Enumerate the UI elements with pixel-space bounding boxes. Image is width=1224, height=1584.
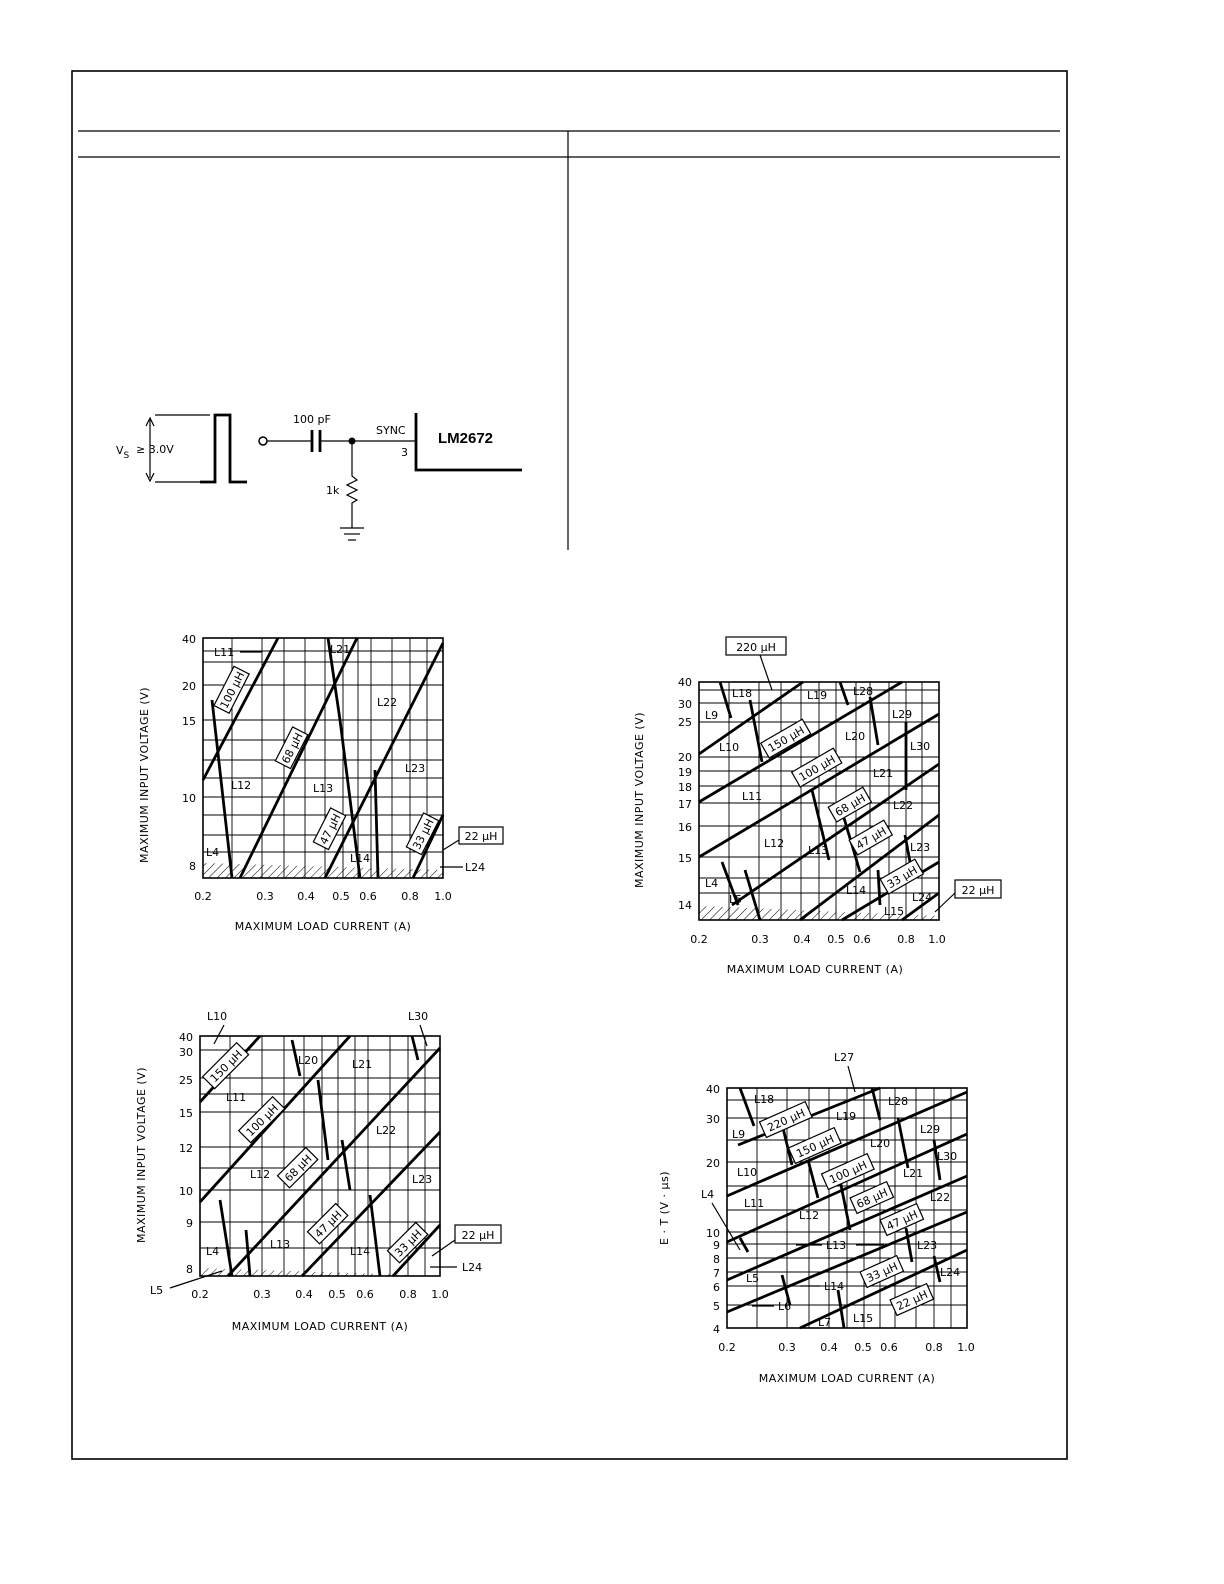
svg-text:L22: L22 bbox=[893, 799, 914, 812]
svg-text:0.8: 0.8 bbox=[399, 1288, 417, 1301]
svg-text:33 µH: 33 µH bbox=[410, 816, 437, 852]
svg-text:L22: L22 bbox=[930, 1191, 951, 1204]
svg-text:22 µH: 22 µH bbox=[461, 1229, 495, 1242]
svg-text:L23: L23 bbox=[910, 841, 931, 854]
graph-3-y-ticks bbox=[179, 1031, 193, 1276]
svg-text:L24: L24 bbox=[462, 1261, 483, 1274]
svg-text:L24: L24 bbox=[912, 891, 933, 904]
svg-text:L20: L20 bbox=[298, 1054, 319, 1067]
svg-text:L19: L19 bbox=[807, 689, 828, 702]
svg-text:1.0: 1.0 bbox=[431, 1288, 449, 1301]
svg-text:30: 30 bbox=[179, 1046, 193, 1059]
svg-text:L7: L7 bbox=[818, 1316, 832, 1329]
svg-text:L12: L12 bbox=[799, 1209, 820, 1222]
svg-text:0.4: 0.4 bbox=[820, 1341, 838, 1354]
svg-text:40: 40 bbox=[706, 1083, 720, 1096]
graph-2-x-label: MAXIMUM LOAD CURRENT (A) bbox=[726, 963, 904, 976]
input-terminal bbox=[259, 437, 267, 445]
graph-2-y-label: MAXIMUM INPUT VOLTAGE (V) bbox=[633, 711, 646, 889]
svg-text:20: 20 bbox=[706, 1157, 720, 1170]
svg-text:100 µH: 100 µH bbox=[217, 669, 248, 711]
svg-text:L22: L22 bbox=[376, 1124, 397, 1137]
svg-text:0.3: 0.3 bbox=[253, 1288, 271, 1301]
svg-text:L19: L19 bbox=[836, 1110, 857, 1123]
svg-text:68 µH: 68 µH bbox=[832, 791, 868, 820]
svg-text:0.5: 0.5 bbox=[854, 1341, 872, 1354]
svg-text:15: 15 bbox=[182, 715, 196, 728]
graph-1-y-ticks bbox=[182, 633, 196, 873]
svg-text:L5: L5 bbox=[729, 893, 743, 906]
svg-text:0.2: 0.2 bbox=[194, 890, 212, 903]
graph-1-hatched-region bbox=[203, 863, 443, 878]
svg-text:L23: L23 bbox=[917, 1239, 938, 1252]
svg-text:L10: L10 bbox=[737, 1166, 758, 1179]
svg-text:20: 20 bbox=[182, 680, 196, 693]
svg-text:19: 19 bbox=[678, 766, 692, 779]
svg-text:L23: L23 bbox=[412, 1173, 433, 1186]
svg-text:L13: L13 bbox=[270, 1238, 291, 1251]
svg-text:10: 10 bbox=[706, 1227, 720, 1240]
svg-text:L23: L23 bbox=[405, 762, 426, 775]
svg-text:47 µH: 47 µH bbox=[884, 1207, 920, 1234]
graph-4-x-label: MAXIMUM LOAD CURRENT (A) bbox=[758, 1372, 936, 1385]
svg-text:L10: L10 bbox=[719, 741, 740, 754]
svg-text:L5: L5 bbox=[150, 1284, 164, 1297]
svg-text:L14: L14 bbox=[846, 884, 867, 897]
svg-text:14: 14 bbox=[678, 899, 692, 912]
svg-text:L11: L11 bbox=[226, 1091, 247, 1104]
svg-text:L21: L21 bbox=[873, 767, 894, 780]
svg-text:L9: L9 bbox=[705, 709, 719, 722]
svg-text:0.2: 0.2 bbox=[191, 1288, 209, 1301]
svg-text:L29: L29 bbox=[892, 708, 913, 721]
svg-text:L11: L11 bbox=[742, 790, 763, 803]
graph-4-inductor-selection bbox=[658, 1051, 975, 1385]
svg-text:L28: L28 bbox=[888, 1095, 909, 1108]
svg-text:0.8: 0.8 bbox=[925, 1341, 943, 1354]
vs-label: $V_S$ bbox=[116, 444, 130, 461]
svg-text:33 µH: 33 µH bbox=[884, 863, 920, 892]
svg-text:47 µH: 47 µH bbox=[312, 1208, 345, 1241]
svg-text:0.6: 0.6 bbox=[880, 1341, 898, 1354]
svg-text:0.3: 0.3 bbox=[256, 890, 274, 903]
svg-text:220 µH: 220 µH bbox=[765, 1106, 808, 1135]
svg-text:L12: L12 bbox=[250, 1168, 271, 1181]
svg-text:47 µH: 47 µH bbox=[317, 811, 344, 847]
graph-2-y-ticks bbox=[678, 676, 692, 912]
vs-condition: ≥ 3.0V bbox=[136, 443, 174, 456]
svg-text:L13: L13 bbox=[808, 844, 829, 857]
svg-text:0.6: 0.6 bbox=[356, 1288, 374, 1301]
svg-text:17: 17 bbox=[678, 798, 692, 811]
svg-text:0.6: 0.6 bbox=[853, 933, 871, 946]
svg-text:9: 9 bbox=[186, 1217, 193, 1230]
svg-text:L21: L21 bbox=[330, 643, 351, 656]
graph-1-y-label: MAXIMUM INPUT VOLTAGE (V) bbox=[138, 686, 151, 864]
svg-text:L21: L21 bbox=[903, 1167, 924, 1180]
svg-text:18: 18 bbox=[678, 781, 692, 794]
svg-text:L13: L13 bbox=[826, 1239, 847, 1252]
svg-text:33 µH: 33 µH bbox=[864, 1259, 900, 1286]
svg-text:L20: L20 bbox=[845, 730, 866, 743]
svg-text:25: 25 bbox=[179, 1074, 193, 1087]
svg-text:L27: L27 bbox=[834, 1051, 855, 1064]
ic-label: LM2672 bbox=[438, 430, 494, 447]
svg-text:L30: L30 bbox=[937, 1150, 958, 1163]
graph-3-inductor-selection bbox=[135, 1010, 501, 1333]
svg-text:15: 15 bbox=[179, 1107, 193, 1120]
svg-text:8: 8 bbox=[189, 860, 196, 873]
svg-text:0.5: 0.5 bbox=[827, 933, 845, 946]
graph-3-x-ticks bbox=[191, 1288, 449, 1301]
graph-2-x-ticks bbox=[690, 933, 946, 946]
graph-3-inductance-boxes bbox=[203, 1043, 501, 1263]
svg-text:150 µH: 150 µH bbox=[765, 723, 807, 756]
svg-text:L30: L30 bbox=[408, 1010, 429, 1023]
svg-text:L24: L24 bbox=[465, 861, 486, 874]
svg-text:68 µH: 68 µH bbox=[854, 1185, 890, 1212]
svg-text:L13: L13 bbox=[313, 782, 334, 795]
svg-text:L12: L12 bbox=[231, 779, 252, 792]
svg-text:4: 4 bbox=[713, 1323, 720, 1336]
svg-text:L30: L30 bbox=[910, 740, 931, 753]
svg-text:33 µH: 33 µH bbox=[392, 1227, 425, 1260]
svg-text:0.4: 0.4 bbox=[793, 933, 811, 946]
svg-text:6: 6 bbox=[713, 1281, 720, 1294]
svg-text:L6: L6 bbox=[778, 1300, 792, 1313]
graph-4-y-label: E · T (V · µs) bbox=[658, 1171, 671, 1245]
graph-4-y-ticks bbox=[706, 1083, 720, 1336]
svg-text:0.3: 0.3 bbox=[751, 933, 769, 946]
svg-text:220 µH: 220 µH bbox=[736, 641, 776, 654]
svg-text:L4: L4 bbox=[705, 877, 719, 890]
svg-text:L10: L10 bbox=[207, 1010, 228, 1023]
svg-text:L4: L4 bbox=[701, 1188, 715, 1201]
svg-text:40: 40 bbox=[179, 1031, 193, 1044]
svg-text:150 µH: 150 µH bbox=[794, 1132, 837, 1161]
svg-text:25: 25 bbox=[678, 716, 692, 729]
svg-text:22 µH: 22 µH bbox=[464, 830, 498, 843]
svg-text:L5: L5 bbox=[746, 1272, 760, 1285]
svg-text:L11: L11 bbox=[214, 646, 235, 659]
svg-text:L4: L4 bbox=[206, 1245, 220, 1258]
svg-text:L12: L12 bbox=[764, 837, 785, 850]
svg-text:1.0: 1.0 bbox=[928, 933, 946, 946]
sync-circuit-diagram bbox=[116, 413, 522, 540]
svg-text:68 µH: 68 µH bbox=[279, 730, 306, 766]
svg-text:12: 12 bbox=[179, 1142, 193, 1155]
svg-text:22 µH: 22 µH bbox=[894, 1287, 930, 1314]
svg-text:16: 16 bbox=[678, 821, 692, 834]
svg-text:0.4: 0.4 bbox=[295, 1288, 313, 1301]
svg-text:1.0: 1.0 bbox=[434, 890, 452, 903]
svg-text:L15: L15 bbox=[884, 905, 905, 918]
svg-text:20: 20 bbox=[678, 751, 692, 764]
svg-text:L14: L14 bbox=[824, 1280, 845, 1293]
svg-text:40: 40 bbox=[182, 633, 196, 646]
svg-text:L21: L21 bbox=[352, 1058, 373, 1071]
svg-text:0.3: 0.3 bbox=[778, 1341, 796, 1354]
svg-text:L18: L18 bbox=[754, 1093, 775, 1106]
svg-text:150 µH: 150 µH bbox=[207, 1047, 246, 1086]
svg-text:L4: L4 bbox=[206, 846, 220, 859]
svg-text:47 µH: 47 µH bbox=[853, 824, 889, 853]
svg-text:L14: L14 bbox=[350, 852, 371, 865]
svg-text:L11: L11 bbox=[744, 1197, 765, 1210]
svg-text:0.2: 0.2 bbox=[718, 1341, 736, 1354]
svg-text:15: 15 bbox=[678, 852, 692, 865]
svg-text:100 µH: 100 µH bbox=[243, 1101, 282, 1140]
svg-text:5: 5 bbox=[713, 1300, 720, 1313]
svg-text:7: 7 bbox=[713, 1267, 720, 1280]
svg-text:30: 30 bbox=[706, 1113, 720, 1126]
resistor-label: 1k bbox=[326, 484, 340, 497]
svg-text:L18: L18 bbox=[732, 687, 753, 700]
graph-3-x-label: MAXIMUM LOAD CURRENT (A) bbox=[231, 1320, 409, 1333]
pin-number: 3 bbox=[401, 446, 408, 459]
svg-text:100 µH: 100 µH bbox=[796, 752, 838, 785]
svg-text:1.0: 1.0 bbox=[957, 1341, 975, 1354]
graph-1-x-label: MAXIMUM LOAD CURRENT (A) bbox=[234, 920, 412, 933]
svg-text:L29: L29 bbox=[920, 1123, 941, 1136]
graph-2-inductor-selection bbox=[633, 637, 1001, 976]
svg-text:30: 30 bbox=[678, 698, 692, 711]
svg-text:0.5: 0.5 bbox=[328, 1288, 346, 1301]
svg-text:L15: L15 bbox=[853, 1312, 874, 1325]
capacitor-label: 100 pF bbox=[293, 413, 331, 426]
graph-3-y-label: MAXIMUM INPUT VOLTAGE (V) bbox=[135, 1066, 148, 1244]
svg-text:L9: L9 bbox=[732, 1128, 746, 1141]
svg-text:0.8: 0.8 bbox=[401, 890, 419, 903]
graph-4-x-ticks bbox=[718, 1341, 975, 1354]
graph-1-x-ticks bbox=[194, 890, 452, 903]
svg-text:10: 10 bbox=[179, 1185, 193, 1198]
svg-text:L20: L20 bbox=[870, 1137, 891, 1150]
svg-text:L14: L14 bbox=[350, 1245, 371, 1258]
svg-text:L22: L22 bbox=[377, 696, 398, 709]
svg-text:0.6: 0.6 bbox=[359, 890, 377, 903]
svg-text:0.4: 0.4 bbox=[297, 890, 315, 903]
svg-text:9: 9 bbox=[713, 1239, 720, 1252]
svg-text:0.2: 0.2 bbox=[690, 933, 708, 946]
svg-text:10: 10 bbox=[182, 792, 196, 805]
graph-1-inductor-selection bbox=[138, 633, 503, 933]
pulse-waveform bbox=[200, 415, 247, 482]
svg-text:L28: L28 bbox=[853, 685, 874, 698]
sync-pin-label: SYNC bbox=[376, 424, 406, 437]
svg-text:L24: L24 bbox=[940, 1266, 961, 1279]
svg-text:22 µH: 22 µH bbox=[961, 884, 995, 897]
svg-text:100 µH: 100 µH bbox=[827, 1158, 870, 1187]
svg-text:0.8: 0.8 bbox=[897, 933, 915, 946]
svg-text:8: 8 bbox=[713, 1253, 720, 1266]
svg-text:8: 8 bbox=[186, 1263, 193, 1276]
svg-text:0.5: 0.5 bbox=[332, 890, 350, 903]
svg-text:68 µH: 68 µH bbox=[282, 1152, 315, 1185]
resistor bbox=[347, 441, 357, 528]
svg-text:40: 40 bbox=[678, 676, 692, 689]
